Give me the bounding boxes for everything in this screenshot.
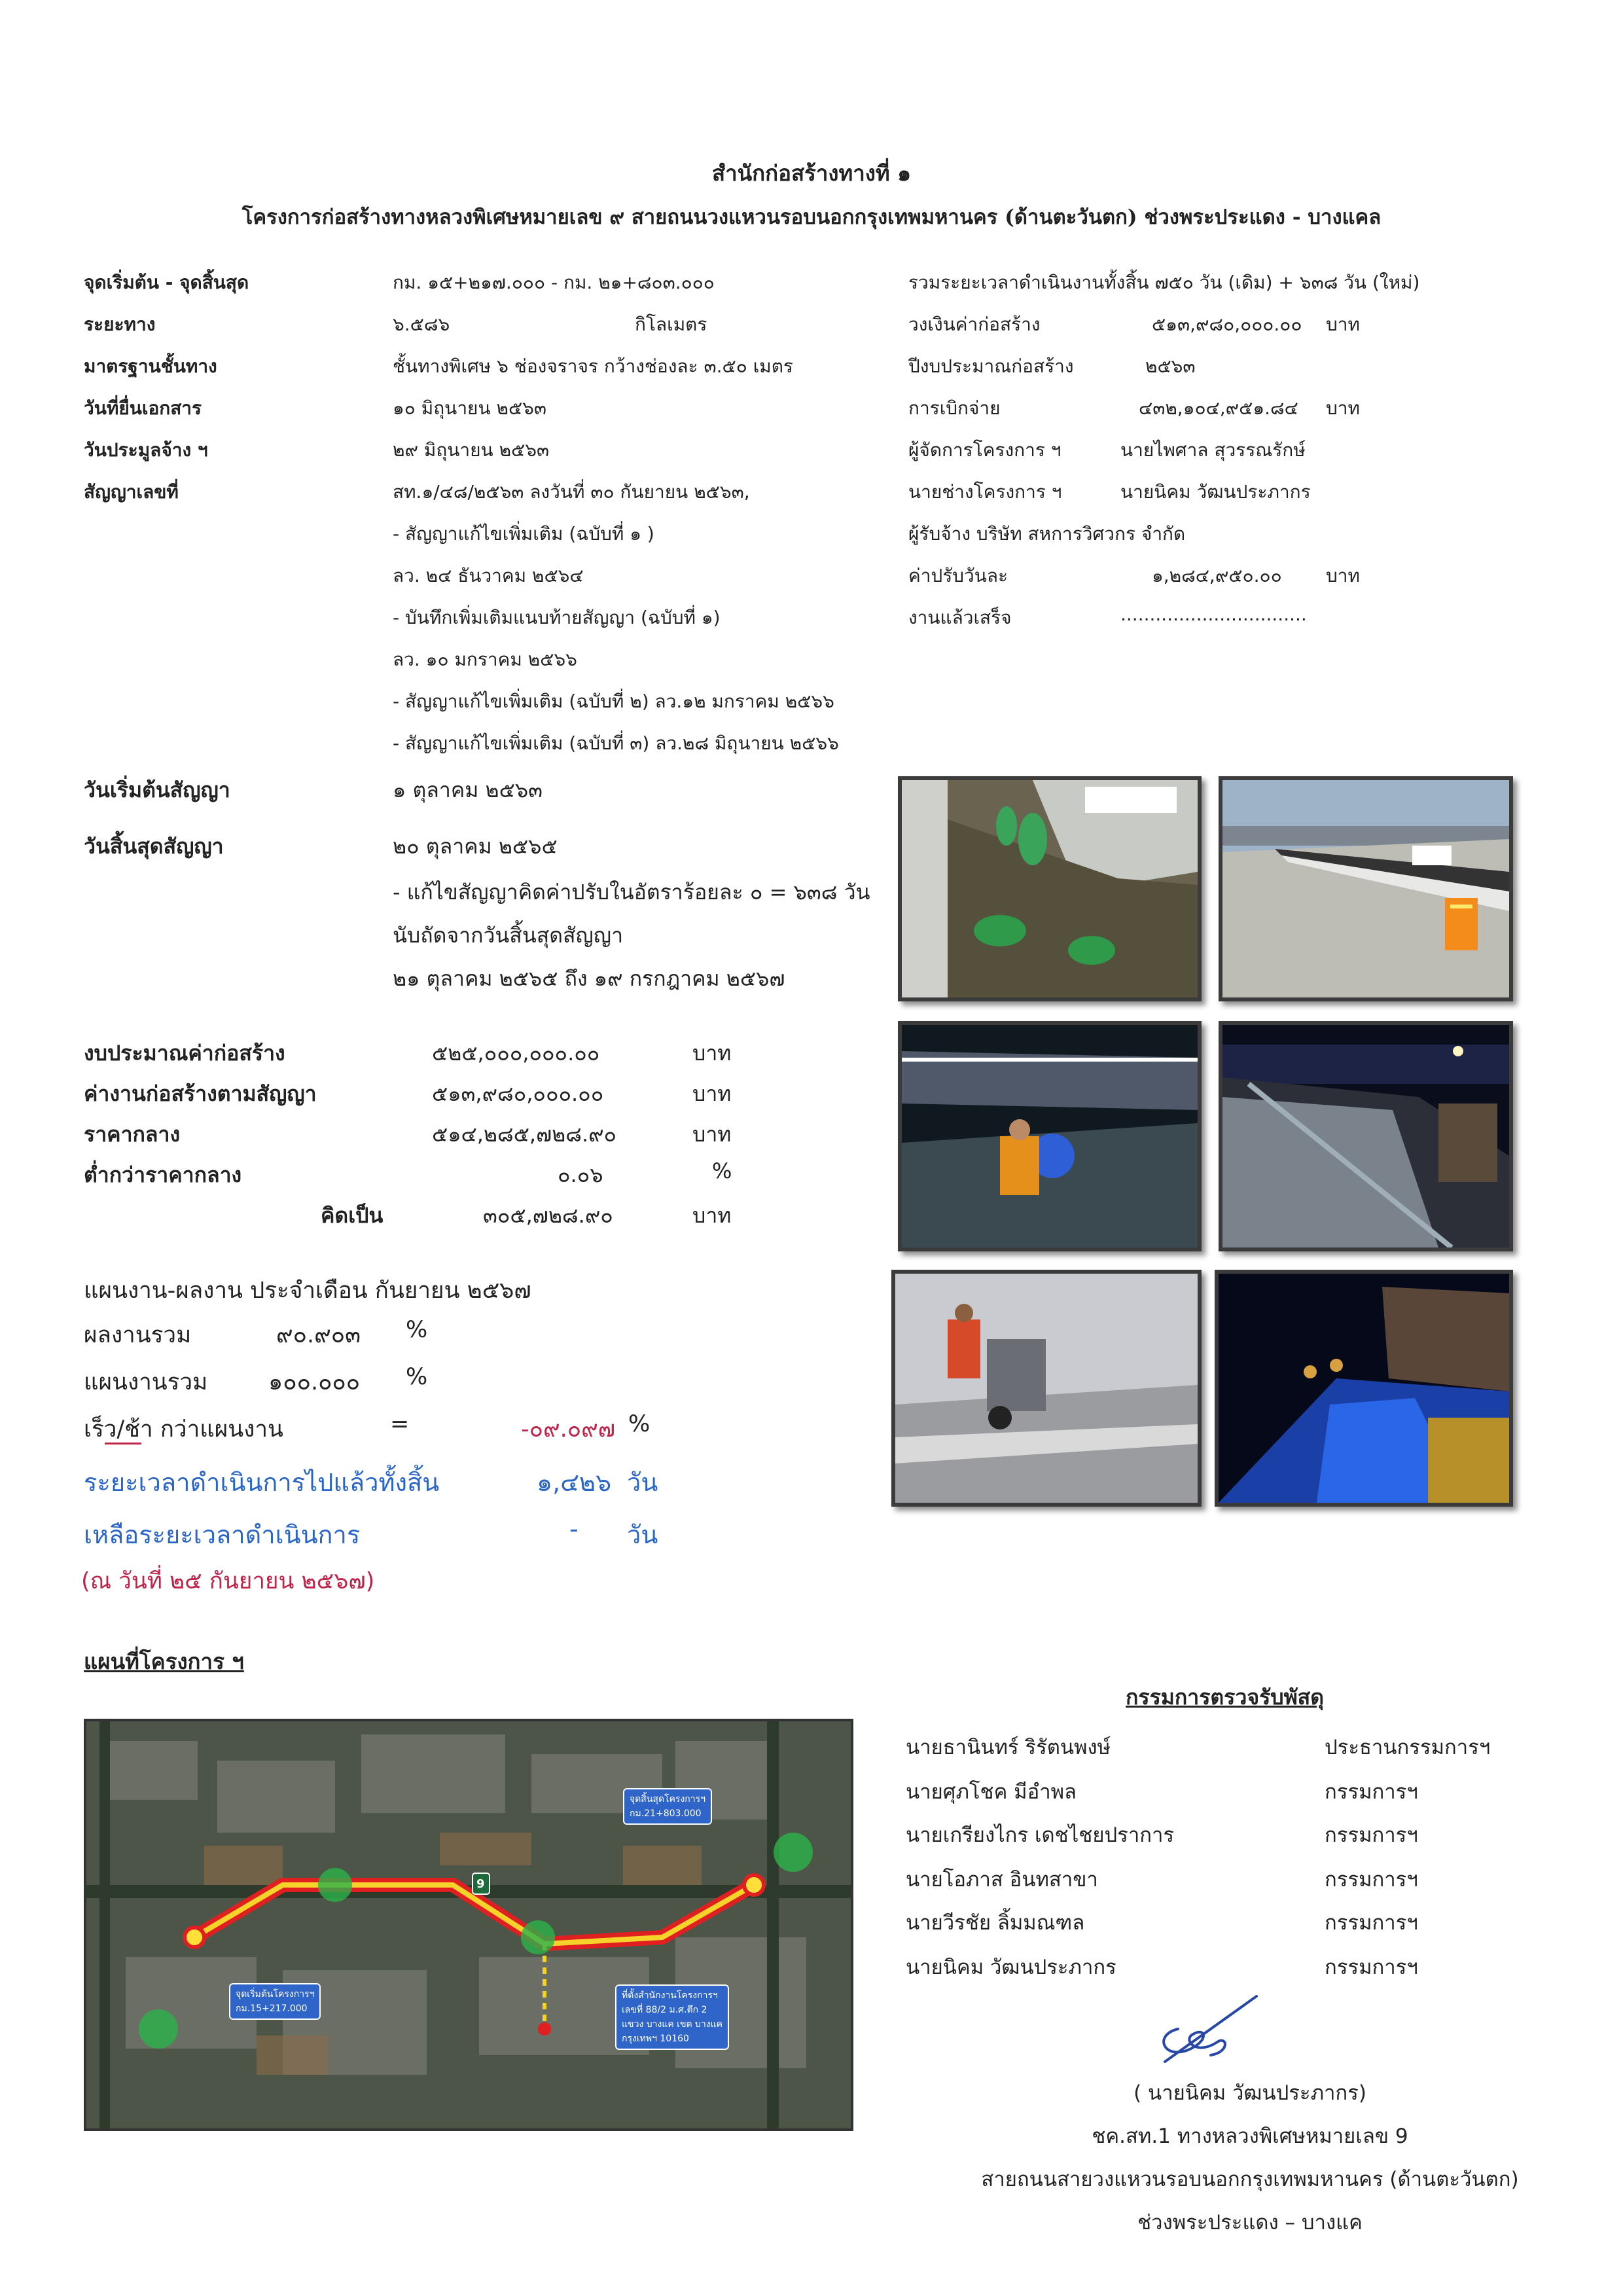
contractor: ผู้รับจ้าง บริษัท สหการวิศวกร จำกัด	[908, 523, 1186, 545]
label-completion: งานแล้วเสร็จ	[908, 607, 1012, 628]
label-median-price: ราคากลาง	[84, 1122, 181, 1147]
member-name: นายวีรชัย ลิ้มมณฑล	[906, 1911, 1085, 1935]
value-contract-start: ๑ ตุลาคม ๒๕๖๓	[393, 778, 543, 802]
unit-contract-value: บาท	[692, 1081, 732, 1106]
value-plan: ๑๐๐.๐๐๐	[268, 1369, 361, 1395]
label-project-manager: ผู้จัดการโครงการ ฯ	[908, 439, 1061, 461]
unit-elapsed: วัน	[627, 1468, 658, 1497]
member-role: กรรมการฯ	[1325, 1956, 1418, 1979]
site-photo-2	[1219, 776, 1513, 1001]
unit-ahead-behind: %	[628, 1411, 651, 1437]
member-role: กรรมการฯ	[1325, 1823, 1418, 1847]
member-role: กรรมการฯ	[1325, 1780, 1418, 1804]
signer-name: ( นายนิคม วัฒนประภากร)	[1133, 2081, 1366, 2105]
label-disbursement: การเบิกจ่าย	[908, 397, 1001, 419]
member-name: นายศุภโชค มีอำพล	[906, 1780, 1077, 1804]
contract-amendment: - บันทึกเพิ่มเติมแนบท้ายสัญญา (ฉบับที่ ๑)	[393, 607, 721, 628]
map-title: แผนที่โครงการ ฯ	[84, 1649, 244, 1674]
project-title: โครงการก่อสร้างทางหลวงพิเศษหมายเลข ๙ สายถนนวงแหวนรอบนอกกรุงเทพมหานคร (ด้านตะวันตก) ช่วงพระประแดง - บางแคล	[241, 206, 1382, 229]
value-completion: ................................	[1120, 603, 1307, 625]
value-ahead-behind: -๐๙.๐๙๗	[521, 1416, 616, 1443]
unit-remaining: วัน	[627, 1520, 658, 1549]
value-budget: ๕๒๕,๐๐๐,๐๐๐.๐๐	[432, 1041, 600, 1066]
label-contract-end: วันสิ้นสุดสัญญา	[84, 834, 224, 859]
unit-daily-fine: บาท	[1326, 565, 1360, 586]
contract-amendment: - สัญญาแก้ไขเพิ่มเติม (ฉบับที่ ๓) ลว.๒๘ มิถุนายน ๒๕๖๖	[393, 732, 839, 754]
total-duration: รวมระยะเวลาดำเนินงานทั้งสิ้น ๗๕๐ วัน (เดิม) + ๖๓๘ วัน (ใหม่)	[908, 272, 1420, 293]
value-start-end: กม. ๑๕+๒๑๗.๐๐๐ - กม. ๒๑+๘๐๓.๐๐๐	[393, 272, 715, 293]
label-remaining: เหลือระยะเวลาดำเนินการ	[84, 1520, 361, 1549]
label-road-standard: มาตรฐานชั้นทาง	[84, 355, 217, 377]
contract-amend-note: นับถัดจากวันสิ้นสุดสัญญา	[393, 923, 624, 948]
value-elapsed: ๑,๔๒๖	[537, 1468, 612, 1497]
office-title: สำนักก่อสร้างทางที่ ๑	[711, 160, 912, 186]
unit-construction-budget: บาท	[1326, 314, 1360, 335]
label-fiscal-year: ปีงบประมาณก่อสร้าง	[908, 355, 1074, 377]
site-photo-5	[891, 1270, 1202, 1507]
contract-amendment: ลว. ๒๔ ธันวาคม ๒๕๖๔	[393, 565, 584, 586]
member-name: นายธานินทร์ ริรัตนพงษ์	[906, 1736, 1111, 1759]
value-submission-date: ๑๐ มิถุนายน ๒๕๖๓	[393, 397, 547, 419]
office-address-text: กรุงเทพฯ 10160	[622, 2034, 689, 2044]
unit-median-price: บาท	[692, 1122, 732, 1147]
label-ahead-behind: เร็ว/ช้า กว่าแผนงาน	[84, 1416, 283, 1443]
end-label-text: จุดสิ้นสุดโครงการฯ	[630, 1794, 706, 1804]
unit-disbursement: บาท	[1326, 397, 1360, 419]
value-equals: ๓๐๕,๗๒๘.๙๐	[483, 1203, 613, 1228]
route-shield: 9	[476, 1877, 485, 1891]
member-role: กรรมการฯ	[1325, 1868, 1418, 1892]
start-label-text: จุดเริ่มต้นโครงการฯ	[236, 1989, 315, 2000]
label-budget: งบประมาณค่าก่อสร้าง	[84, 1041, 285, 1066]
label-contract-no: สัญญาเลขที่	[84, 481, 179, 503]
site-photo-4	[1219, 1021, 1513, 1251]
value-fiscal-year: ๒๕๖๓	[1145, 355, 1196, 377]
red-underline	[105, 1443, 141, 1444]
site-photo-1	[898, 776, 1202, 1001]
label-project-engineer: นายช่างโครงการ ฯ	[908, 481, 1062, 503]
label-construction-budget: วงเงินค่าก่อสร้าง	[908, 314, 1041, 335]
value-disbursement: ๔๓๒,๑๐๔,๙๕๑.๘๔	[1139, 397, 1298, 419]
member-role: ประธานกรรมการฯ	[1325, 1736, 1491, 1759]
as-of-date: (ณ วันที่ ๒๕ กันยายน ๒๕๖๗)	[81, 1568, 375, 1594]
contract-amendment: - สัญญาแก้ไขเพิ่มเติม (ฉบับที่ ๑ )	[393, 523, 654, 545]
member-name: นายโอภาส อินทสาขา	[906, 1868, 1098, 1892]
value-project-engineer: นายนิคม วัฒนประภากร	[1120, 481, 1311, 503]
value-project-manager: นายไพศาล สุวรรณรักษ์	[1120, 439, 1306, 461]
label-daily-fine: ค่าปรับวันละ	[908, 565, 1008, 586]
start-km-text: กม.15+217.000	[236, 2003, 308, 2014]
value-bid-date: ๒๙ มิถุนายน ๒๕๖๓	[393, 439, 550, 461]
office-address-text: เลขที่ 88/2 ม.ศ.ตึก 2	[622, 2005, 707, 2015]
handwritten-signature	[1139, 1990, 1270, 2068]
site-photo-6	[1215, 1270, 1513, 1507]
diff-equals: =	[390, 1411, 410, 1437]
signer-position: ช่วงพระประแดง – บางแค	[1137, 2211, 1363, 2234]
label-contract-value: ค่างานก่อสร้างตามสัญญา	[84, 1081, 317, 1106]
contract-amend-note: - แก้ไขสัญญาคิดค่าปรับในอัตราร้อยละ ๐ = ๖๓๘ วัน	[393, 880, 870, 905]
map-start-label	[229, 1983, 321, 2020]
label-result: ผลงานรวม	[84, 1322, 192, 1348]
signer-position: ชค.สท.1 ทางหลวงพิเศษหมายเลข 9	[1092, 2125, 1408, 2148]
member-name: นายเกรียงไกร เดชไชยปราการ	[906, 1823, 1175, 1847]
site-photo-3	[898, 1021, 1202, 1251]
label-distance: ระยะทาง	[84, 314, 156, 335]
value-below-median: ๐.๐๖	[558, 1162, 603, 1187]
signer-position: สายถนนสายวงแหวนรอบนอกกรุงเทพมหานคร (ด้านตะวันตก)	[981, 2168, 1519, 2191]
unit-equals: บาท	[692, 1203, 732, 1228]
map-end-label	[623, 1788, 712, 1825]
label-below-median: ต่ำกว่าราคากลาง	[84, 1162, 242, 1187]
member-name: นายนิคม วัฒนประภากร	[906, 1956, 1116, 1979]
value-road-standard: ชั้นทางพิเศษ ๖ ช่องจราจร กว้างช่องละ ๓.๕๐ เมตร	[393, 355, 793, 377]
unit-below-median: %	[712, 1158, 732, 1183]
label-plan: แผนงานรวม	[84, 1369, 208, 1395]
value-contract-no: สท.๑/๔๘/๒๕๖๓ ลงวันที่ ๓๐ กันยายน ๒๕๖๓,	[393, 481, 750, 503]
label-start-end: จุดเริ่มต้น - จุดสิ้นสุด	[84, 272, 249, 293]
contract-amendment: ลว. ๑๐ มกราคม ๒๕๖๖	[393, 649, 577, 670]
unit-distance: กิโลเมตร	[635, 314, 707, 335]
label-elapsed: ระยะเวลาดำเนินการไปแล้วทั้งสิ้น	[84, 1468, 440, 1497]
unit-budget: บาท	[692, 1041, 732, 1066]
unit-result: %	[406, 1317, 428, 1343]
contract-amendment: - สัญญาแก้ไขเพิ่มเติม (ฉบับที่ ๒) ลว.๑๒ มกราคม ๒๕๖๖	[393, 691, 834, 712]
label-submission-date: วันที่ยื่นเอกสาร	[84, 397, 202, 419]
value-remaining: -	[569, 1515, 579, 1543]
contract-amend-note: ๒๑ ตุลาคม ๒๕๖๕ ถึง ๑๙ กรกฎาคม ๒๕๖๗	[393, 966, 785, 991]
office-label-text: ที่ตั้งสำนักงานโครงการฯ	[622, 1990, 718, 2001]
value-result: ๙๐.๙๐๓	[276, 1322, 361, 1348]
end-km-text: กม.21+803.000	[630, 1808, 702, 1819]
value-median-price: ๕๑๔,๒๘๕,๗๒๘.๙๐	[432, 1122, 617, 1147]
label-contract-start: วันเริ่มต้นสัญญา	[84, 778, 230, 802]
value-construction-budget: ๕๑๓,๙๘๐,๐๐๐.๐๐	[1152, 314, 1302, 335]
project-map	[84, 1719, 853, 2131]
member-role: กรรมการฯ	[1325, 1911, 1418, 1935]
office-address-text: แขวง บางแค เขต บางแค	[622, 2019, 723, 2030]
value-distance: ๖.๕๘๖	[393, 314, 450, 335]
label-bid-date: วันประมูลจ้าง ฯ	[84, 439, 208, 461]
committee-title: กรรมการตรวจรับพัสดุ	[1126, 1685, 1324, 1710]
value-contract-value: ๕๑๓,๙๘๐,๐๐๐.๐๐	[432, 1081, 604, 1106]
unit-plan: %	[406, 1364, 428, 1390]
label-equals: คิดเป็น	[321, 1203, 383, 1228]
value-contract-end: ๒๐ ตุลาคม ๒๕๖๕	[393, 834, 558, 859]
value-daily-fine: ๑,๒๘๔,๙๕๐.๐๐	[1152, 565, 1282, 586]
progress-title: แผนงาน-ผลงาน ประจำเดือน กันยายน ๒๕๖๗	[84, 1278, 531, 1304]
map-office-label	[615, 1984, 729, 2050]
